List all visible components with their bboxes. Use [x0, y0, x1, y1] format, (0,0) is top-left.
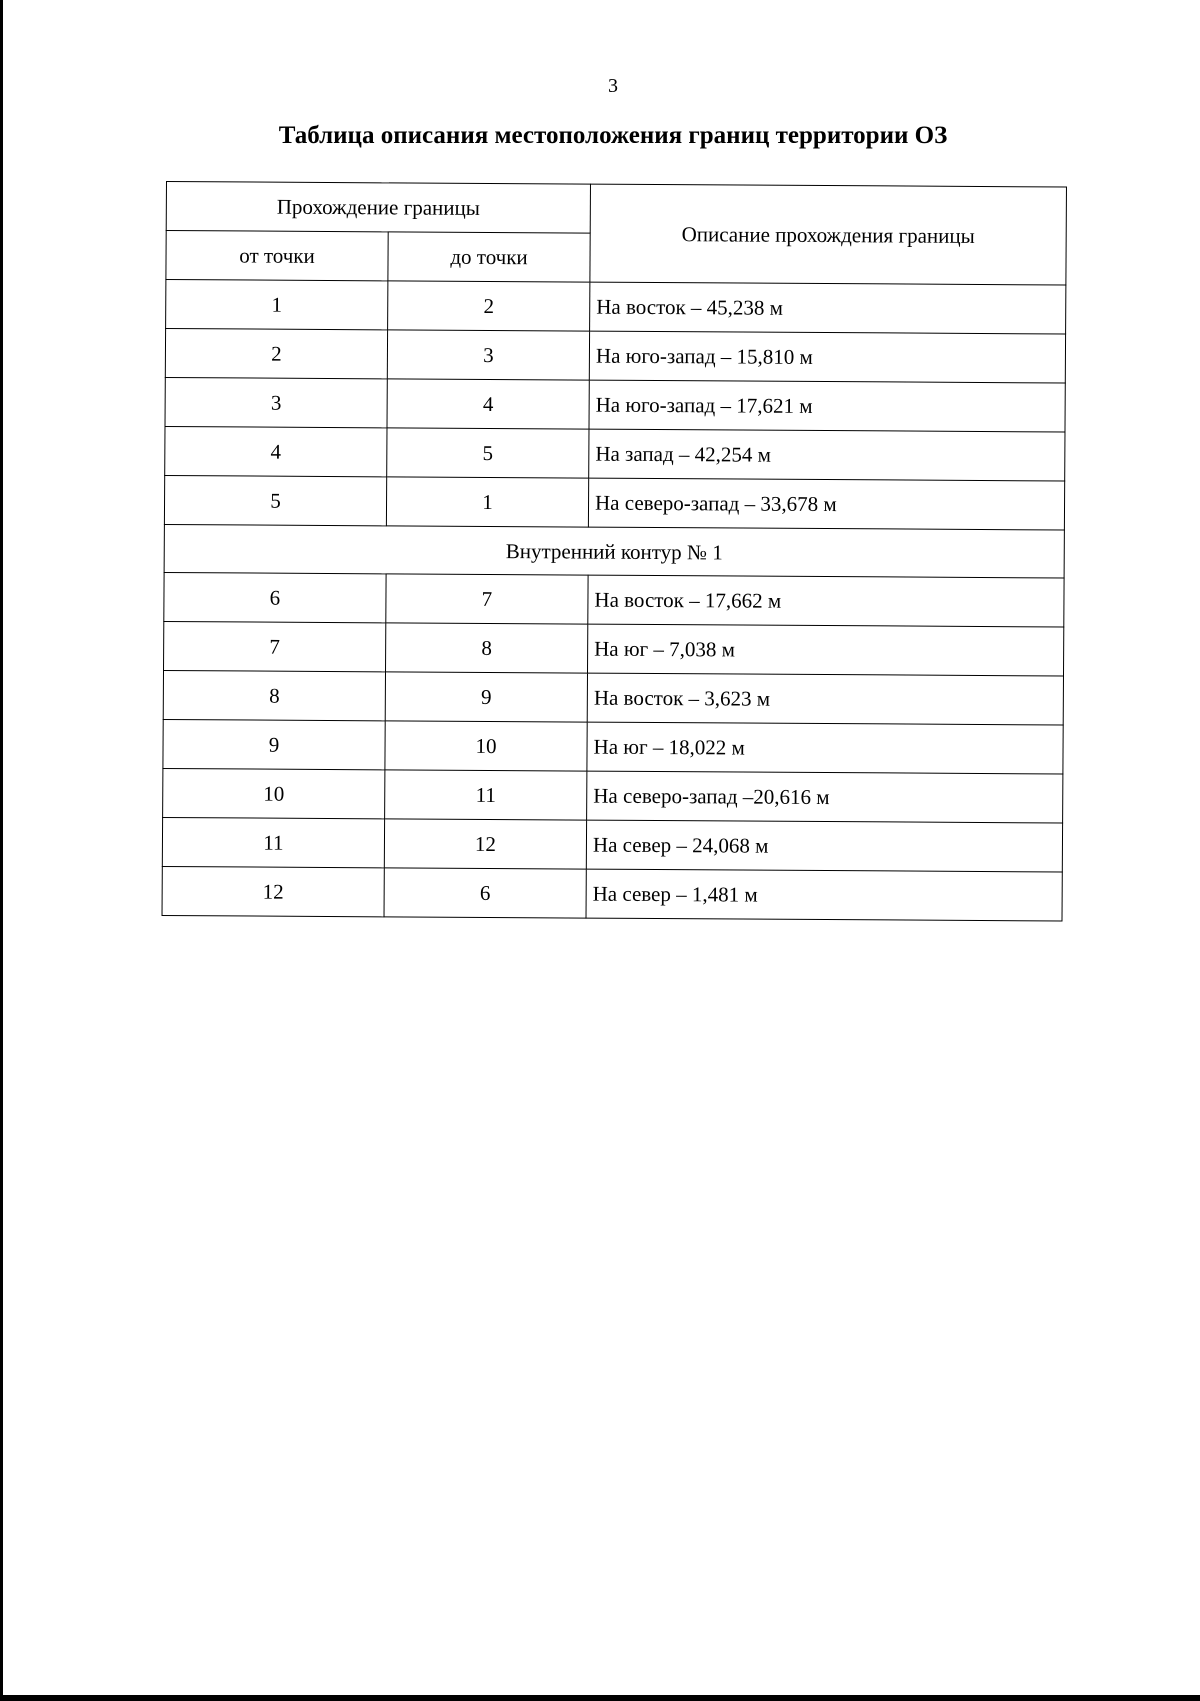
- table-row: [166, 280, 1066, 334]
- table-row: [163, 768, 1063, 822]
- cell-from: 11: [162, 817, 384, 867]
- cell-description: На восток – 3,623 м: [587, 673, 1063, 725]
- cell-description: На юго-запад – 15,810 м: [589, 331, 1065, 383]
- section-inner-contour: Внутренний контур № 1: [164, 524, 1064, 577]
- table-row: [164, 572, 1064, 626]
- page-number: 3: [608, 75, 618, 97]
- cell-to: 10: [385, 721, 587, 771]
- cell-to: 6: [384, 868, 586, 918]
- cell-to: 1: [386, 477, 588, 527]
- table-row: [165, 329, 1065, 383]
- table-header-row: [166, 182, 1066, 236]
- cell-from: 12: [162, 866, 384, 916]
- cell-description: На север – 1,481 м: [586, 869, 1062, 921]
- cell-from: 8: [163, 670, 385, 720]
- cell-from: 9: [163, 719, 385, 769]
- cell-from: 4: [165, 426, 387, 476]
- cell-from: 3: [165, 377, 387, 427]
- document-title: Таблица описания местоположения границ территории ОЗ: [278, 122, 948, 149]
- table-row: [165, 377, 1065, 431]
- cell-to: 3: [387, 330, 589, 380]
- cell-from: 2: [165, 329, 387, 379]
- header-boundary-passage: Прохождение границы: [166, 182, 590, 234]
- header-from-point: от точки: [166, 231, 388, 281]
- boundary-table: [162, 181, 1067, 921]
- cell-to: 9: [385, 672, 587, 722]
- table-row: [164, 475, 1064, 529]
- cell-to: 7: [386, 574, 588, 624]
- cell-from: 6: [164, 572, 386, 622]
- scan-edge-bottom: [0, 1695, 1200, 1701]
- cell-description: На северо-запад – 33,678 м: [588, 478, 1064, 530]
- header-to-point: до точки: [388, 232, 590, 282]
- cell-to: 2: [388, 281, 590, 331]
- table-row: [164, 621, 1064, 675]
- table-row: [162, 866, 1062, 920]
- table-row: [163, 719, 1063, 773]
- section-row: [164, 524, 1064, 577]
- cell-from: 1: [166, 280, 388, 330]
- cell-from: 10: [163, 768, 385, 818]
- cell-description: На север – 24,068 м: [586, 820, 1062, 872]
- cell-to: 8: [386, 623, 588, 673]
- header-description: Описание прохождения границы: [590, 184, 1067, 285]
- cell-from: 7: [164, 621, 386, 671]
- cell-description: На восток – 17,662 м: [588, 575, 1064, 627]
- table-row: [162, 817, 1062, 871]
- cell-description: На северо-запад –20,616 м: [587, 771, 1063, 823]
- cell-to: 5: [387, 428, 589, 478]
- table-row: [163, 670, 1063, 724]
- cell-description: На запад – 42,254 м: [589, 429, 1065, 481]
- cell-description: На юг – 7,038 м: [588, 624, 1064, 676]
- cell-to: 11: [385, 770, 587, 820]
- table-row: [165, 426, 1065, 480]
- cell-description: На восток – 45,238 м: [590, 282, 1066, 334]
- scan-edge-left: [0, 0, 3, 1701]
- cell-to: 4: [387, 379, 589, 429]
- cell-description: На юг – 18,022 м: [587, 722, 1063, 774]
- cell-to: 12: [384, 819, 586, 869]
- cell-description: На юго-запад – 17,621 м: [589, 380, 1065, 432]
- cell-from: 5: [164, 475, 386, 525]
